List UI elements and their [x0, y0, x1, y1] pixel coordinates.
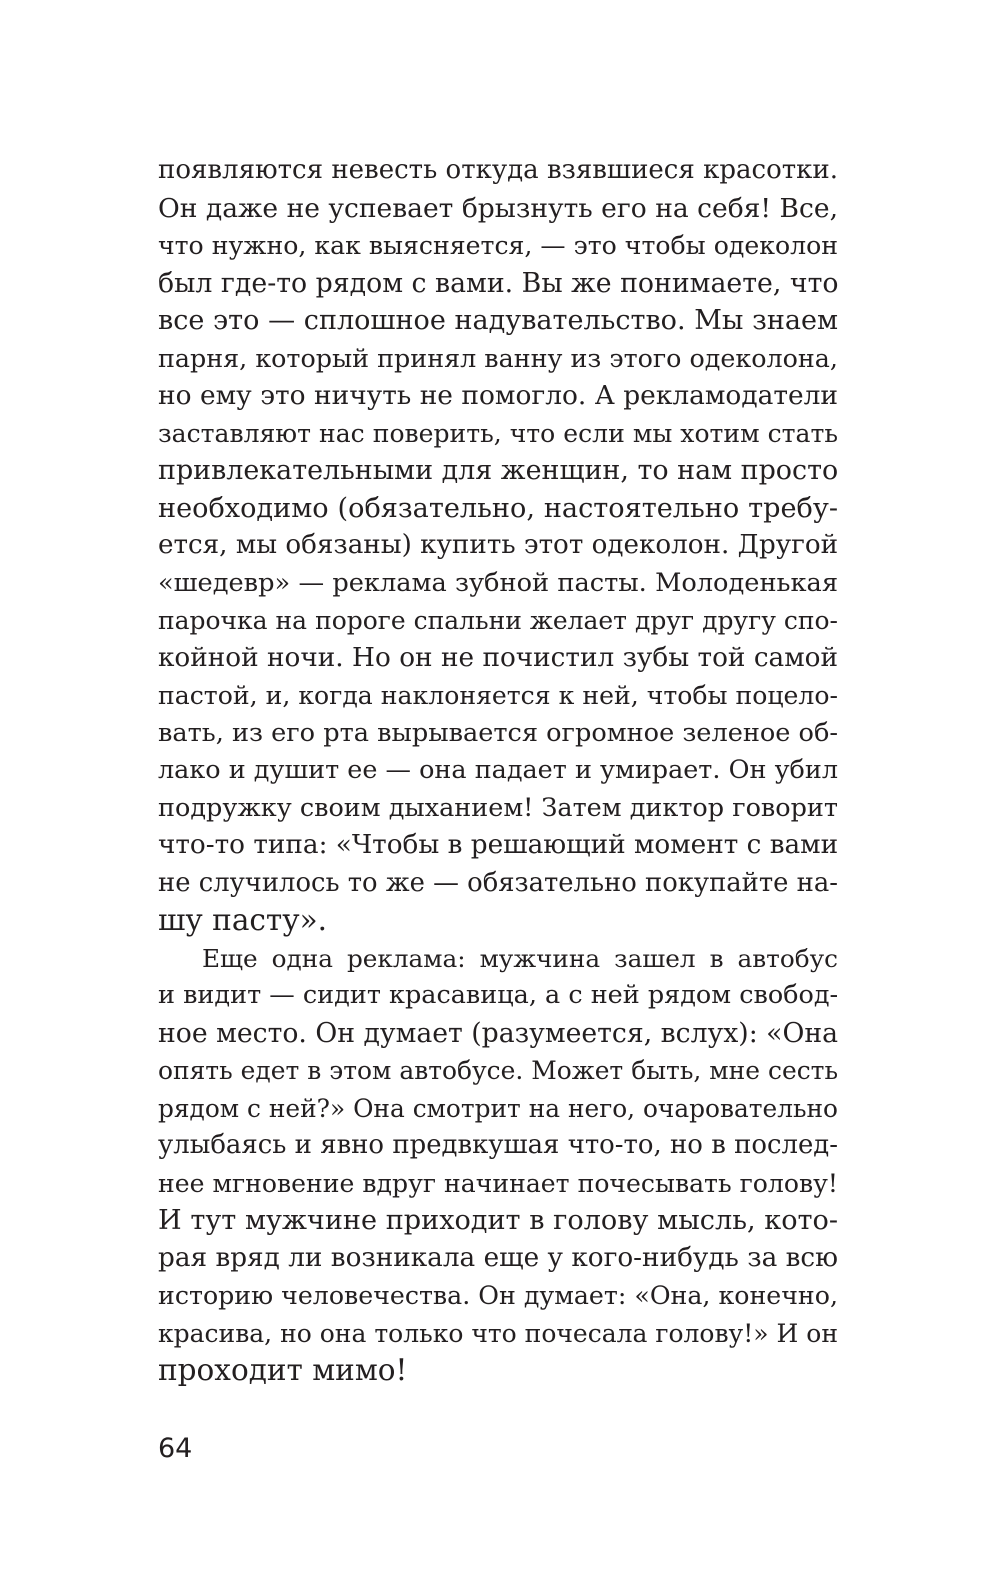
text-line: но ему это ничуть не помогло. А рекламодатели: [158, 380, 838, 411]
text-line: проходит мимо!: [158, 1353, 408, 1387]
text-line: лако и душит ее — она падает и умирает. Он убил: [158, 755, 838, 785]
text-line: ется, мы обязаны) купить этот одеколон. Другой: [158, 530, 839, 560]
text-line: красива, но она только что почесала голову!» И он: [158, 1318, 838, 1348]
text-line: подружку своим дыханием! Затем диктор говорит: [158, 792, 838, 823]
text-line: рая вряд ли возникала еще у кого-нибудь за всю: [158, 1242, 838, 1273]
text-line: был где-то рядом с вами. Вы же понимаете, что: [158, 267, 839, 299]
text-line: улыбаясь и явно предвкушая что-то, но в послед-: [158, 1130, 838, 1160]
text-line: Еще одна реклама: мужчина зашел в автобус: [202, 943, 838, 973]
text-line: нее мгновение вдруг начинает почесывать голову!: [158, 1168, 838, 1198]
text-line: не случилось то же — обязательно покупайте на-: [158, 867, 838, 898]
paragraph-1: [158, 152, 838, 940]
page-number: 64: [158, 1433, 193, 1464]
text-line: что-то типа: «Чтобы в решающий момент с вами: [158, 830, 839, 860]
text-line: заставляют нас поверить, что если мы хотим стать: [158, 418, 838, 448]
text-line: Он даже не успевает брызнуть его на себя! Все,: [158, 192, 838, 224]
text-line: ное место. Он думает (разумеется, вслух): «Она: [158, 1017, 839, 1049]
text-line: и видит — сидит красавица, а с ней рядом свобод-: [158, 980, 839, 1010]
text-line: пастой, и, когда наклоняется к ней, чтобы поцело-: [158, 681, 838, 710]
text-line: вать, из его рта вырывается огромное зеленое об-: [158, 717, 838, 748]
text-line: все это — сплошное надувательство. Мы знаем: [158, 305, 838, 336]
paragraph-2: [158, 940, 838, 1390]
text-line: что нужно, как выясняется, — это чтобы одеколон: [158, 231, 838, 260]
text-line: шу пасту».: [158, 903, 328, 937]
text-line: парня, который принял ванну из этого одеколона,: [158, 342, 838, 373]
text-line: необходимо (обязательно, настоятельно требу-: [158, 492, 838, 524]
text-line: появляются невесть откуда взявшиеся красотки.: [158, 155, 838, 185]
text-line: И тут мужчине приходит в голову мысль, кото-: [158, 1205, 838, 1236]
text-line: койной ночи. Но он не почистил зубы той самой: [158, 642, 838, 673]
text-line: привлекательными для женщин, то нам просто: [158, 455, 839, 486]
body-text: [158, 152, 838, 1390]
text-line: опять едет в этом автобусе. Может быть, мне сесть: [158, 1056, 838, 1085]
text-line: историю человечества. Он думает: «Она, конечно,: [158, 1281, 838, 1310]
text-line: «шедевр» — реклама зубной пасты. Молоденькая: [158, 567, 838, 598]
text-line: рядом с ней?» Она смотрит на него, очаровательно: [158, 1093, 838, 1123]
text-line: парочка на пороге спальни желает друг другу спо-: [158, 606, 838, 635]
